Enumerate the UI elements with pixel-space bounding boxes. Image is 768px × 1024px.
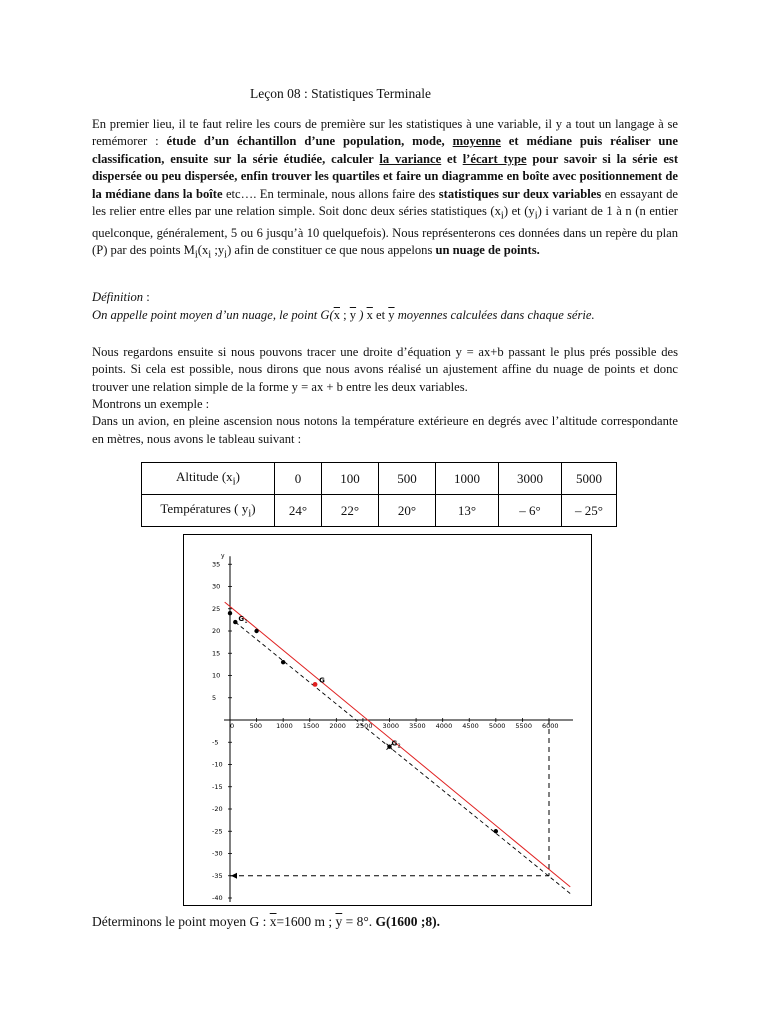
table-cell: 20° <box>379 495 436 527</box>
x-tick-label: 4000 <box>435 722 453 730</box>
data-point <box>254 629 258 633</box>
y-tick-label: -5 <box>212 738 219 747</box>
table-cell: 24° <box>275 495 322 527</box>
mean-point-result: Déterminons le point moyen G : $\overline{x}=1600$ m ; $\overline{y} = 8^\circ$. G(1600 ;8). <box>92 914 440 929</box>
g1-subscript: 1 <box>244 619 248 626</box>
definition-label: Définition <box>92 290 144 304</box>
x-tick-label: 3000 <box>382 722 400 730</box>
guide-arrow <box>231 873 237 879</box>
x-tick-label: 500 <box>249 722 263 730</box>
x-tick-label: 2500 <box>355 722 373 730</box>
fit-line-dashed <box>235 622 570 893</box>
y-tick-label: -20 <box>212 805 223 813</box>
scatter-chart <box>183 534 592 906</box>
table-cell: – 6° <box>499 495 562 527</box>
table-cell: 3000 <box>499 463 562 495</box>
table-cell: 0 <box>275 463 322 495</box>
y-axis-label: y <box>221 552 225 560</box>
data-point <box>281 660 285 664</box>
definition-text: On appelle point moyen d’un nuage, le point $G(\overline{x}$ ; $\overline{y}$ ) $\overline{x}$ et $\overline{y}$ moyennes calculées dans chaque série. <box>92 308 595 322</box>
y-tick-label: 5 <box>212 693 217 702</box>
g1-label: G <box>238 615 245 624</box>
x-tick-label: 4500 <box>462 722 479 730</box>
table-cell: 13° <box>436 495 499 527</box>
x-tick-label: 1000 <box>276 722 293 730</box>
y-tick-label: -10 <box>212 760 223 769</box>
data-point <box>494 829 498 833</box>
table-row: Températures ( $y_i$) 24° 22° 20° 13° – 6° – 25° <box>142 495 617 527</box>
x-tick-label: 5500 <box>515 722 532 730</box>
page-title: Leçon 08 : Statistiques Terminale <box>250 86 432 101</box>
y-tick-label: -30 <box>212 849 223 858</box>
y-tick-label: 30 <box>212 582 221 591</box>
y-tick-label: 35 <box>212 560 221 569</box>
adjustment-paragraph: Nous regardons ensuite si nous pouvons tracer une droite d’équation y = ax+b passant le plus prés possible des points. Si cela est possible, nous dirons que nous avons réalisé un ajustement affine du nuage de points et donc trouver une relation simple de la forme y = ax + b entre les deux variables. <box>92 345 678 394</box>
mean-point-label: G <box>319 676 325 685</box>
x-tick-label: 5000 <box>488 722 506 730</box>
g2-label: G <box>391 739 398 748</box>
mean-point-g <box>313 682 318 687</box>
scatter-plot-svg <box>184 535 591 905</box>
y-tick-label: 20 <box>212 627 221 635</box>
x-tick-label: 0 <box>230 722 235 730</box>
data-table <box>141 462 617 527</box>
table-cell: 5000 <box>562 463 617 495</box>
table-cell: – 25° <box>562 495 617 527</box>
y-tick-label: -40 <box>212 894 223 902</box>
x-tick-label: 3500 <box>409 722 426 730</box>
y-tick-label: -25 <box>212 827 223 836</box>
example-paragraph: Montrons un exemple : Dans un avion, en pleine ascension nous notons la température extérieure en degrés avec l’altitude correspondante en mètres, nous avons le tableau suivant : <box>92 397 678 446</box>
table-cell: 500 <box>379 463 436 495</box>
y-tick-label: 10 <box>212 671 221 680</box>
g2-subscript: 2 <box>397 743 401 750</box>
x-tick-label: 6000 <box>542 722 559 730</box>
table-row: Altitude $(x_i)$ 0 100 500 1000 3000 5000 <box>142 463 617 495</box>
y-tick-label: 15 <box>212 649 221 658</box>
x-tick-label: 2000 <box>329 722 346 730</box>
data-point <box>228 611 232 615</box>
y-tick-label: 25 <box>212 604 221 613</box>
table-cell: 22° <box>322 495 379 527</box>
intro-paragraph: En premier lieu, il te faut relire les cours de première sur les statistiques à une variable, il y a tout un langage à se remémorer : étude d’un échantillon d’une population, mode, moyenne et médiane puis réaliser une classification, ensuite sur la série étudiée, calculer la variance et l’écart type pour savoir si la série est dispersée ou peu dispersée, enfin trouver les quartiles et faire un diagramme en boîte avec positionnement de la médiane dans la boîte etc…. En terminale, nous allons faire des statistiques sur deux variables en essayant de les relier entre elles par une relation simple. Soit donc deux séries statistiques $(x_i)$ et $(y_i)$ i variant de 1 à n (n entier quelconque, généralement, 5 ou 6 jusqu’à 10 quelquefois). Nous représenterons ces données dans un repère du plan (P) par des points $M_i(x_i$ $;y_i$) afin de constituer ce que nous appelons un nuage de points. <box>92 117 679 261</box>
x-tick-label: 1500 <box>302 722 320 730</box>
data-point <box>233 620 237 624</box>
table-cell: 100 <box>322 463 379 495</box>
y-tick-label: -35 <box>212 871 223 880</box>
definition: Définition : On appelle point moyen d’un nuage, le point $G(\overline{x}$ ; $\overline{y}$ ) $\overline{x}$ et $\overline{y}$ moyennes calculées dans chaque série. <box>92 288 692 324</box>
table-cell: 1000 <box>436 463 499 495</box>
y-tick-label: -15 <box>212 782 223 791</box>
